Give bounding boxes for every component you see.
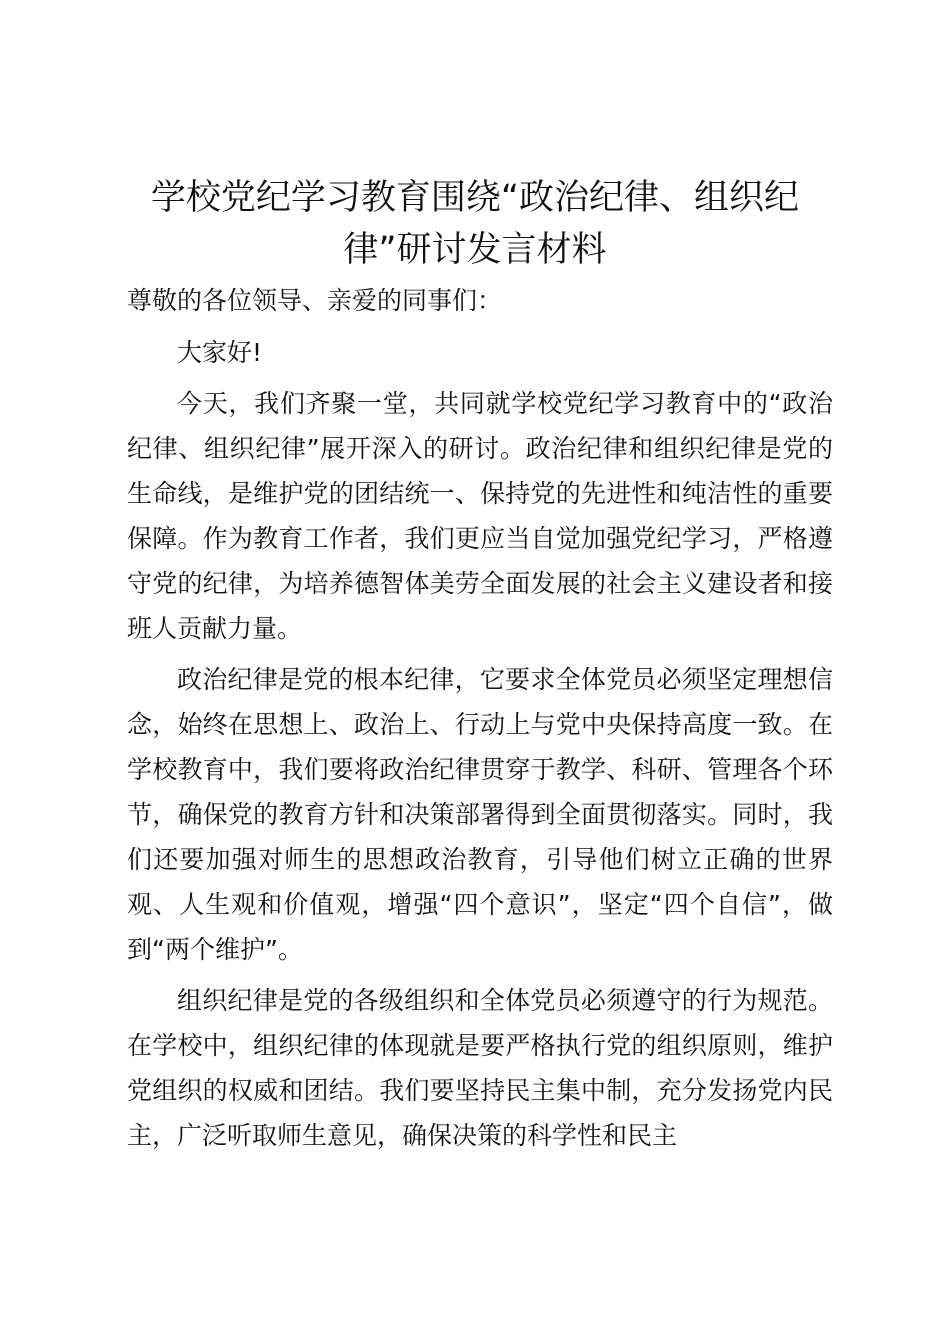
paragraph: 政治纪律是党的根本纪律，它要求全体党员必须坚定理想信念，始终在思想上、政治上、行动上与党中央保持高度一致。在学校教育中，我们要将政治纪律贯穿于教学、科研、管理各个环节，确保党的教育方针和决策部署得到全面贯彻落实。同时，我们还要加强对师生的思想政治教育，引导他们树立正确的世界观、人生观和价值观，增强“四个意识”，坚定“四个自信”，做到“两个维护”。 xyxy=(127,665,833,964)
greeting: 大家好! xyxy=(177,338,263,367)
salutation: 尊敬的各位领导、亲爱的同事们： xyxy=(127,286,503,315)
document-title: 学校党纪学习教育围绕“政治纪律、组织纪律”研讨发言材料 xyxy=(150,178,800,270)
document-body xyxy=(127,278,833,1158)
paragraph: 组织纪律是党的各级组织和全体党员必须遵守的行为规范。在学校中，组织纪律的体现就是要严格执行党的组织原则，维护党组织的权威和团结。我们要坚持民主集中制，充分发扬党内民主，广泛听取师生意见，确保决策的科学性和民主 xyxy=(127,986,833,1150)
paragraph: 今天，我们齐聚一堂，共同就学校党纪学习教育中的“政治纪律、组织纪律”展开深入的研讨。政治纪律和组织纪律是党的生命线，是维护党的团结统一、保持党的先进性和纯洁性的重要保障。作为教育工作者，我们更应当自觉加强党纪学习，严格遵守党的纪律，为培养德智体美劳全面发展的社会主义建设者和接班人贡献力量。 xyxy=(127,389,833,643)
